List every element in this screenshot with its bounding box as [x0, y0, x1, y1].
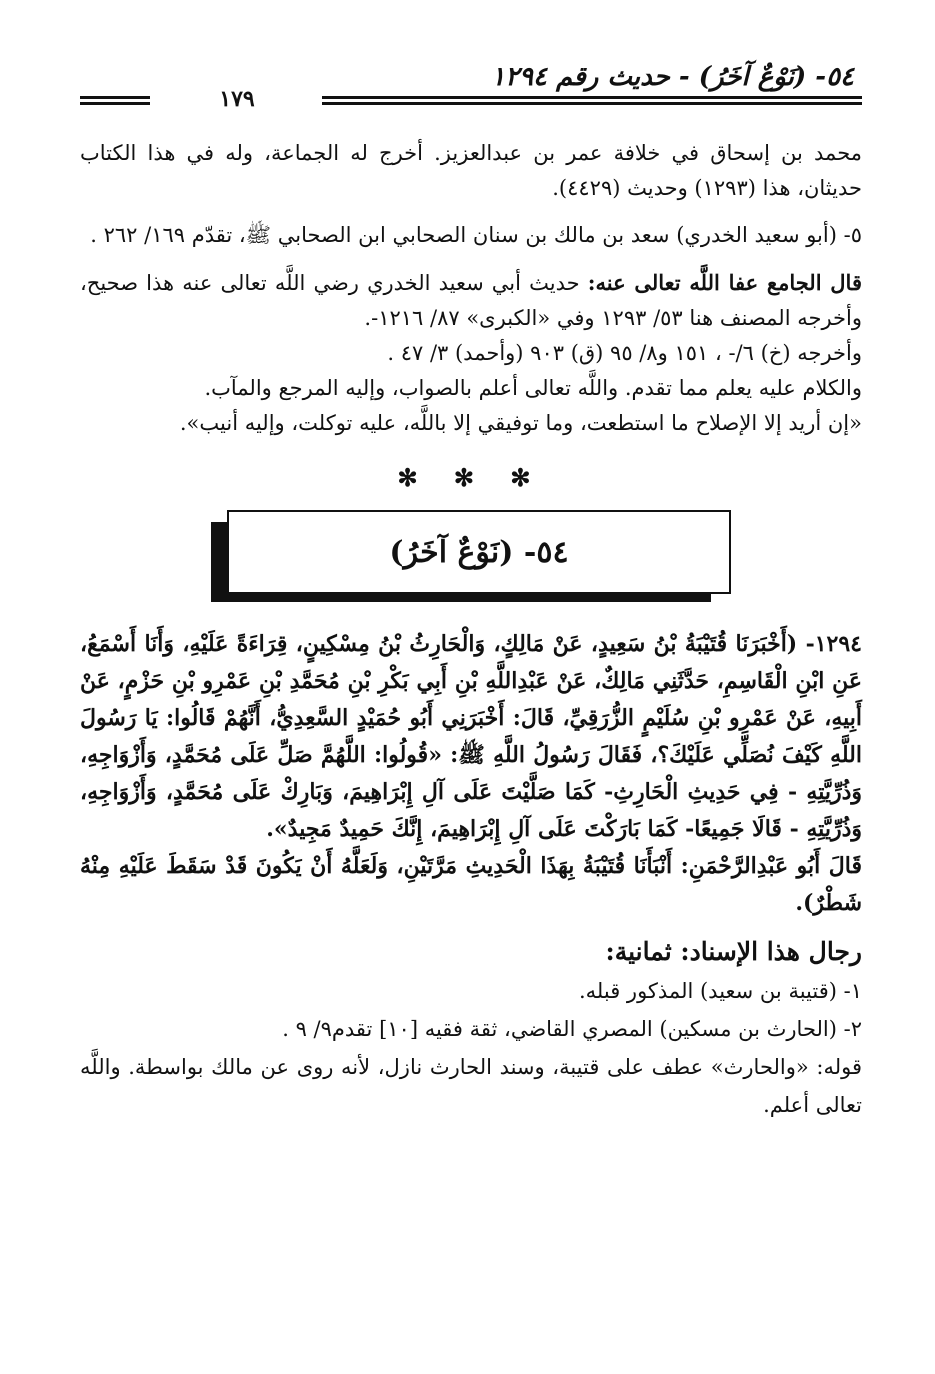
narrators-list	[80, 972, 862, 1124]
paragraph: والكلام عليه يعلم مما تقدم. واللَّه تعالى أعلم بالصواب، وإليه المرجع والمآب.	[204, 376, 862, 400]
book-page	[80, 52, 862, 1124]
narrators-heading: رجال هذا الإسناد: ثمانية:	[605, 937, 862, 966]
paragraph: «إن أريد إلا الإصلاح ما استطعت، وما توفيقي إلا باللَّه، عليه توكلت، وإليه أنيب».	[179, 411, 862, 435]
hadith-section	[80, 626, 862, 922]
speaker-label: قال الجامع عفا اللَّه تعالى عنه:	[587, 270, 862, 295]
intro-section	[80, 136, 862, 441]
header-rule	[80, 102, 150, 105]
paragraph: محمد بن إسحاق في خلافة عمر بن عبدالعزيز. أخرج له الجماعة، وله في هذا الكتاب حديثان، هذا (١٢٩٣) وحديث (٤٤٢٩).	[80, 141, 862, 200]
section-divider: ✻ ✻ ✻	[397, 463, 545, 492]
header-rule	[322, 96, 862, 99]
section-title: ٥٤- (نَوْعٌ آخَرُ)	[227, 510, 731, 594]
paragraph: ٥- (أبو سعيد الخدري) سعد بن مالك بن سنان الصحابي ابن الصحابي ﷺ، تقدّم ١٦٩/ ٢٦٢ .	[90, 223, 862, 247]
paragraph-text: حديث أبي سعيد الخدري رضي اللَّه تعالى عنه هذا صحيح، وأخرجه المصنف هنا ٥٣/ ١٢٩٣ وفي «الكبرى» ٨٧/ ١٢١٦-.	[80, 271, 862, 330]
running-header-title: ٥٤- (نَوْعٌ آخَرُ) - حديث رقم ١٢٩٤	[491, 62, 854, 92]
running-header	[80, 52, 862, 114]
header-rule	[322, 102, 862, 105]
hadith-text: ١٢٩٤- (أَخْبَرَنَا قُتَيْبَةُ بْنُ سَعِيدٍ، عَنْ مَالِكٍ، وَالْحَارِثُ بْنُ مِسْكِينٍ، قِرَاءَةً عَلَيْهِ، وَأَنَا أَسْمَعُ، عَنِ ابْنِ الْقَاسِمِ، حَدَّثَنِي مَالِكٌ، عَنْ عَبْدِاللَّهِ بْنِ أَبِي بَكْرِ بْنِ مُحَمَّدِ بْنِ عَمْرِو بْنِ حَزْمٍ، عَنْ أَبِيهِ، عَنْ عَمْرِو بْنِ سُلَيْمٍ الزُّرَقِيِّ، قَالَ: أَخْبَرَنِي أَبُو حُمَيْدٍ السَّعِدِيُّ، أَنَّهُمْ قَالُوا: يَا رَسُولَ اللَّهِ كَيْفَ نُصَلِّي عَلَيْكَ؟، فَقَالَ رَسُولُ اللَّهِ ﷺ: «قُولُوا: اللَّهُمَّ صَلِّ عَلَى مُحَمَّدٍ، وَأَزْوَاجِهِ، وَذُرِّيَّتِهِ - فِي حَدِيثِ الْحَارِثِ- كَمَا صَلَّيْتَ عَلَى آلِ إِبْرَاهِيمَ، وَبَارِكْ عَلَى مُحَمَّدٍ، وَأَزْوَاجِهِ، وَذُرِّيَّتِهِ - قَالَا جَمِيعًا- كَمَا بَارَكْتَ عَلَى آلِ إِبْرَاهِيمَ، إِنَّكَ حَمِيدٌ مَجِيدٌ».	[80, 631, 862, 842]
section-title-box	[211, 510, 731, 606]
header-rule	[80, 96, 150, 99]
list-item: ٢- (الحارث بن مسكين) المصري القاضي، ثقة فقيه [١٠] تقدم٩/ ٩ .	[282, 1017, 862, 1041]
page-number: ١٧٩	[219, 86, 255, 112]
hadith-note: قَالَ أَبُو عَبْدِالرَّحْمَنِ: أَنْبَأَنَا قُتَيْبَةُ بِهَذَا الْحَدِيثِ مَرَّتَيْنِ، وَلَعَلَّهُ أَنْ يَكُونَ قَدْ سَقَطَ عَلَيْهِ مِنْهُ شَطْرٌ).	[80, 853, 862, 916]
list-item: ١- (قتيبة بن سعيد) المذكور قبله.	[578, 979, 862, 1003]
paragraph	[80, 265, 862, 336]
paragraph: وأخرجه (خ) ٦/- ، ١٥١ و٨/ ٩٥ (ق) ٩٠٣ (وأحمد) ٣/ ٤٧ .	[387, 341, 862, 365]
paragraph: قوله: «والحارث» عطف على قتيبة، وسند الحارث نازل، لأنه روى عن مالك بواسطة. واللَّه تعالى أعلم.	[80, 1055, 862, 1117]
